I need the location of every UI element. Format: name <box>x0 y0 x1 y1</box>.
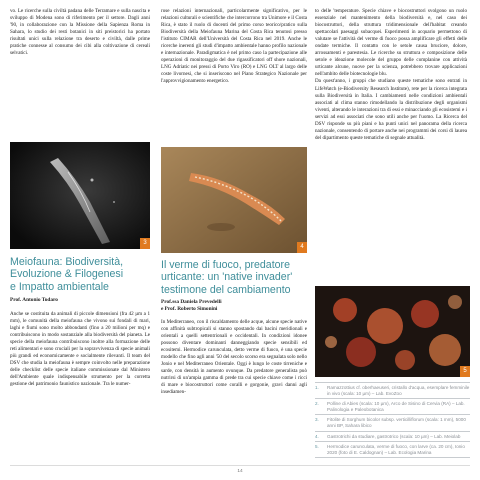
photo-3-number: 3 <box>140 238 150 249</box>
caption-item: 2. Polline di Abies (scala: 10 µm), Arco de Sisino di Cervia (RA) – Lab. Palinologia e Paleobotanica <box>315 398 470 414</box>
photo-5-number: 5 <box>460 366 470 377</box>
footer-divider <box>10 465 470 466</box>
col3-top-paragraph-2: Da quest'anno, i gruppi che studiano queste tematiche sono entrati in LifeWatch (e-Biodiversity Research Institute), rete per la ricerca integrata sulla Biodiversità in Italia. I cambiamenti nelle condizioni ambientali associati al clima stanno rimodellando la distribuzione degli organismi viventi, alterando le interazioni tra di essi e minacciando gli ecosistemi e i servizi ad essi associati che sono utili anche per l'uomo. La Ricerca del DSV risponde su più piani e ha punti unici nel panorama della ricerca nazionale, consentendo di portare anche nei programmi dei corsi di laurea del dipartimento queste tematiche di segnale attualità. <box>315 78 467 141</box>
author-prevedelli-simonini: Prof.ssa Daniela Prevedelli e Prof. Roberto Simonini <box>161 299 222 312</box>
caption-item: 4. Gastrotrichi da studiare, gastrotrico (scala: 10 µm) – Lab. Meiolab <box>315 431 470 442</box>
fireworm-image <box>161 147 307 253</box>
column1-intro <box>10 8 150 57</box>
col2-body-paragraph: In Mediterraneo, con il riscaldamento delle acque, alcune specie native con affinità subtropicali si stanno spostando dai bacini meridionali e orientali a quelli settentrionali e occidentali. In condizioni idonee possono diventare dominanti danneggiando specie sensibili ed ecositemi. Hermodice carunculata, detto verme di fuoco, è una specie modello che fino agli anni '50 del secolo scorso era segnalata solo nello Jonio e nel Mediterraneo Orientale. Oggi è lungo le coste tirreniche e sarde, con densità in aumento ovunque. Da predatore generalista può nutrirsi di un'ampia gamma di prede tra cui specie chiave come i ricci di mare e biocostruttori come coralli e gorgonie, gravi danni agli insediamen- <box>161 319 307 396</box>
col1-intro-paragraph: vo. Le ricerche sulla civiltà padana delle Terramare e sulla nascita e sviluppo di Modena sono di riferimento per il settore. Dagli anni '90, in collaborazione con la Missione della Sapienza Roma in Sahara, lo studio dei resti botanici in siti preistorici ha portato risultati unici sulla relazione tra deserto e civiltà, dalle prime pratiche connesse al consumo dei cibi alla coltivazione di cereali selvatici. <box>10 8 150 57</box>
column2-body <box>161 319 307 397</box>
col2-top-paragraph: rose relazioni internazionali, particolarmente significativo, per le relazioni culturali e scientifiche che intercorrono tra Unimore e il Costa Rica, è stato il ruolo di docenti del primo corso teorico/pratico sulla Biodiversità della Meiofauna Marina del Costa Rica tenutosi presso l'istituto CIMAR dell'Università del Costa Rica nel 2019. Anche le ricerche inerenti gli studi d'impatto ambientale hanno profilo nazionale e internazionale. Paradigmatica è nel primo caso la partecipazione alle operazioni di monitoraggio del due rigassificatori off shore nazionali, LNG Adriatic nei pressi di Porto Viro (RO) e LNG OLT al largo delle coste livornesi, che si inseriscono nel Piano Strategico Nazionale per l'approvvigionamento energetico. <box>161 8 307 85</box>
column3-top <box>315 8 467 142</box>
caption-item: 3. Fitolite di Sorghum bicolor subsp. verticilliflorum (scala: 1 mm), 5000 anni BP, Sahara libico <box>315 414 470 430</box>
author-todaro: Prof. Antonio Todaro <box>10 297 58 303</box>
caption-item: 1. Ramazzottius cf. oberhaeuseri, cristallo d'acqua, esemplare femminile in vivo (scala: 10 µm) – Lab. EvoZoo <box>315 382 470 398</box>
column2-top <box>161 8 307 86</box>
photo-3-fossil <box>10 142 150 249</box>
coral-image <box>315 286 470 377</box>
figure-captions <box>315 382 470 458</box>
page-number: 14 <box>237 469 243 474</box>
col1-body-paragraph: Anche se costituita da animali di piccole dimensioni (fra 42 µm a 1 mm), le comunità della meiofauna che vivono sui fondali di mari, laghi e fiumi sono molto abbondanti (fino a 20 milioni per mq) e contribuiscono in modo sostanziale alla biodiversità del pianeta. Le specie della meiofauna contribuiscono inoltre alla formazione delle reti alimentari e sono cruciali per la sopravvivenza di specie animali più grandi ed economicamente e socialmente rilevanti. Il team del DSV che studia la meiofauna è sempre coinvolto nelle preparazione delle checklist delle specie italiane commissionate dal Ministero dell'Ambiente quale indispensabile strumento per la corretta gestione del patrimonio faunistico nazionale. Tra le numer- <box>10 311 150 388</box>
photo-4-fireworm <box>161 147 307 253</box>
photo-5-coral <box>315 286 470 377</box>
section-title-meiofauna: Meiofauna: Biodiversità, Evoluzione & Filogenesi e Impatto ambientale <box>10 256 124 293</box>
column1-body <box>10 311 150 389</box>
photo-4-number: 4 <box>297 242 307 253</box>
caption-item: 5. Hermodice carunculata, verme di fuoco, con larve (ca. 20 cm), Ionio 2020 (foto di E. Caldognan) – Lab. Ecologia Marina <box>315 441 470 458</box>
fossil-image <box>10 142 150 249</box>
section-title-fireworm: Il verme di fuoco, predatore urticante: un 'native invader' testimone del cambiamento <box>161 259 293 296</box>
col3-top-paragraph-1: to delle 'temperature. Specie chiave e biocostruttori svolgono un ruolo essenziale nel mantenimento della biodiversità e, nel caso dei biocostruttori, della struttura tridimensionale dell'habitat creando spettacolari paesaggi subacquei. Esperimenti in acquario permettono di valutare se l'attività del verme di fuoco possa amplificare gli effetti delle ondate termiche. Il contatto con le setole causa bruciore, dolore, arrossamenti e parestesia. Le ricerche su struttura e composizione delle setole e ideazione molecole del gruppo delle complanine con attività urticante alcune, nuove per la scienza, potrebbero trovare applicazioni nell'ambito delle biotecnologie blu. <box>315 8 467 78</box>
